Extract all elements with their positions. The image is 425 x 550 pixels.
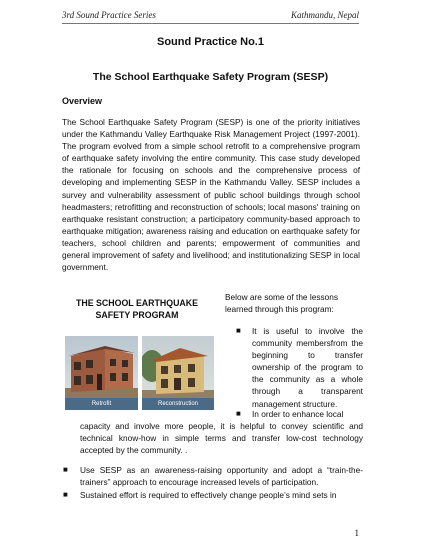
- page-subtitle: The School Earthquake Safety Program (SESP): [92, 71, 329, 83]
- overview-paragraph: The School Earthquake Safety Program (SESP) is one of the priority initiatives under the Kathmandu Valley Earthquake Risk Management Project (1997-2001). The program evolved from a simple school retrofit to a comprehensive program of earthquake safety involving the entire community. This case study developed the rationale for focusing on schools and the comprehensive process of developing and implementing SESP in the Kathmandu Valley. SESP includes a survey and vulnerability assessment of public school buildings through school headmasters; retrofitting and reconstruction of schools; local masons' training on earthquake resistant construction; a participatory community-based approach to earthquake mitigation; awareness raising and education on earthquake safety for teachers, school children and parents; empowerment of communities and general improvement of safety and livelihood; and institutionalizing SESP in local government.: [62, 117, 360, 273]
- reconstruction-caption: Reconstruction: [157, 401, 199, 407]
- bullet-icon: ■: [236, 409, 241, 418]
- lessons-intro: Below are some of the lessons learned through this program:: [225, 292, 338, 315]
- bullet-icon: ■: [236, 326, 241, 335]
- figure-title: THE SCHOOL EARTHQUAKE SAFETY PROGRAM: [75, 298, 199, 320]
- page-number: 1: [354, 528, 359, 538]
- reconstruction-photo: [142, 336, 214, 410]
- overview-heading: Overview: [62, 96, 103, 106]
- retrofit-photo: [65, 336, 138, 410]
- lesson-bullet-2-continued: capacity and involve more people, it is helpful to convey scientific and technical know-how in simple terms and transfer low-cost technology accepted by the community. .: [80, 421, 363, 456]
- lesson-bullet-1: It is useful to involve the community membersfrom the beginning to transfer ownership of the program to the community as a whole through a transparent management structure.: [252, 326, 363, 409]
- header-series: 3rd Sound Practice Series: [62, 10, 156, 20]
- header-rule: [62, 23, 359, 24]
- page-title: Sound Practice No.1: [157, 36, 264, 48]
- lesson-bullet-2: In order to enhance local: [252, 409, 344, 419]
- retrofit-caption: Retrofit: [91, 401, 112, 407]
- lesson-bullet-4: Sustained effort is required to effectively change people’s mind sets in: [80, 490, 337, 500]
- lesson-bullet-3: Use SESP as an awareness-raising opportunity and adopt a “train-the-trainers” approach to encourage increased levels of participation.: [80, 465, 363, 488]
- header-location: Kathmandu, Nepal: [290, 10, 359, 20]
- bullet-icon: ■: [63, 490, 68, 499]
- bullet-icon: ■: [63, 465, 68, 474]
